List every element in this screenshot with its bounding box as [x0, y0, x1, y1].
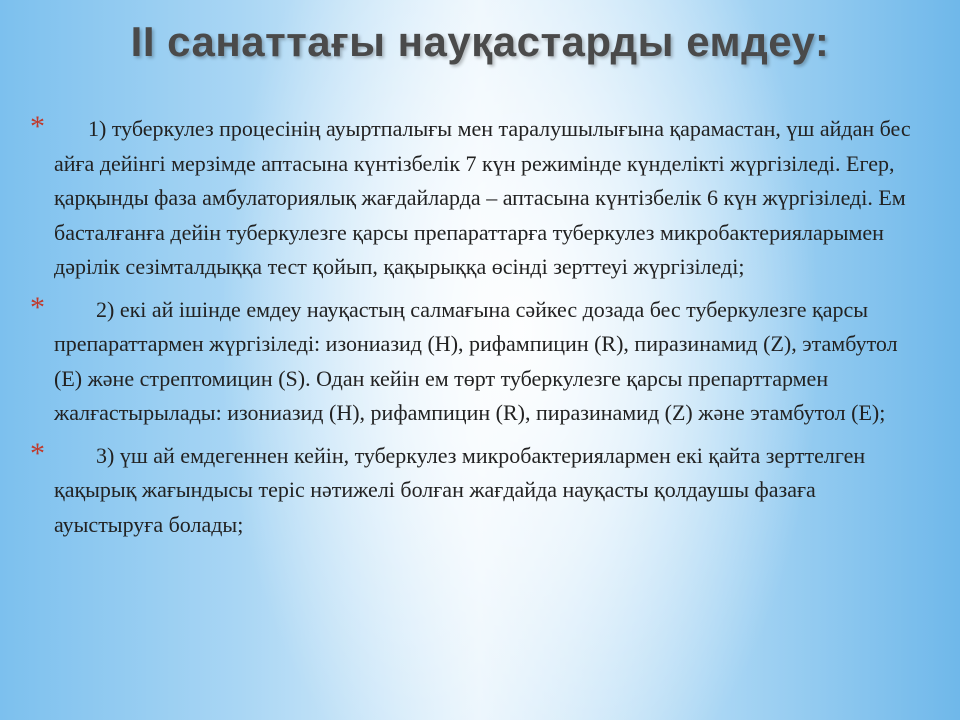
bullet-asterisk: * [30, 290, 45, 324]
bullet-asterisk: * [30, 436, 45, 470]
list-item-text: 1) туберкулез процесінің ауыртпалығы мен таралушылығына қарамастан, үш айдан бес айға дейінгі мерзімде аптасына күнтізбелік 7 күн режимінде күнделікті жүргізіледі. Егер, қарқынды фаза амбулаториялық жағдайларда – аптасына күнтізбелік 6 күн жүргізіледі. Ем басталғанға дейін туберкулезге қарсы препараттарға туберкулез микробактерияларымен дәрілік сезімталдыққа тест қойып, қақырыққа өсінді зерттеуі жүргізіледі; [54, 116, 911, 279]
list-item [30, 290, 920, 431]
list-item [30, 112, 920, 285]
list-item-text: 3) үш ай емдегеннен кейін, туберкулез микробактериялармен екі қайта зерттелген қақырық жағындысы теріс нәтижелі болған жағдайда науқасты қолдаушы фазаға ауыстыруға болады; [54, 442, 866, 537]
list-item-text: 2) екі ай ішінде емдеу науқастың салмағына сәйкес дозада бес туберкулезге қарсы препараттармен жүргізіледі: изониазид (H), рифампицин (R), пиразинамид (Z), этамбутол (E) және стрептомицин (S). Одан кейін ем төрт туберкулезге қарсы препарттармен жалғастырылады: изониазид (H), рифампицин (R), пиразинамид (Z) және этамбутол (E); [54, 296, 898, 425]
slide-title: II санаттағы науқастарды емдеу: [130, 18, 830, 65]
slide-content [30, 112, 920, 550]
bullet-asterisk: * [30, 110, 45, 143]
list-item [30, 436, 920, 543]
